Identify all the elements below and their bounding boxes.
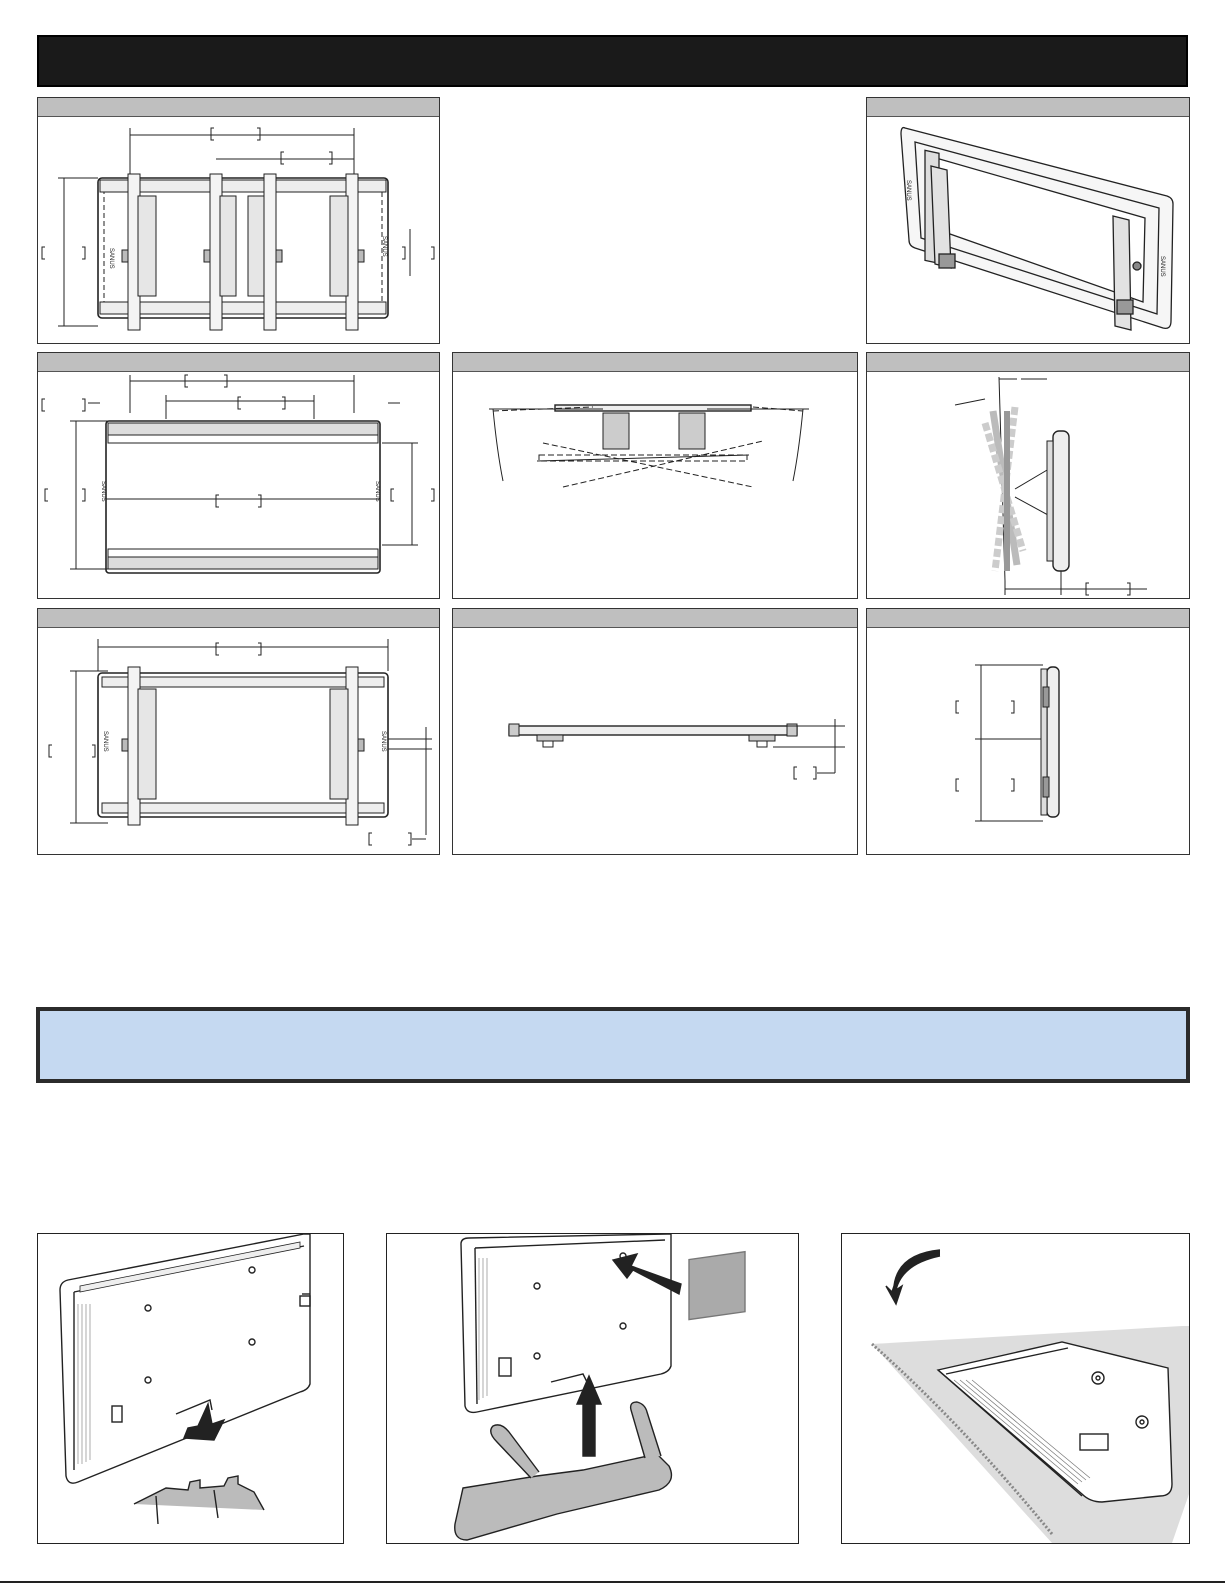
svg-text:SANUS: SANUS <box>374 481 380 502</box>
panel-header <box>38 98 439 117</box>
front-view-max-drawing <box>38 116 439 343</box>
isometric-view-drawing <box>867 116 1189 343</box>
remove-stand-illustration <box>38 1234 343 1543</box>
svg-text:SANUS: SANUS <box>905 180 911 201</box>
step-box-remove-stand <box>37 1233 344 1544</box>
svg-text:SANUS: SANUS <box>380 731 386 752</box>
svg-text:SANUS: SANUS <box>108 248 114 269</box>
panel-header <box>867 353 1189 372</box>
step-box-place-on-surface <box>841 1233 1190 1544</box>
place-on-surface-illustration <box>842 1234 1189 1543</box>
top-swivel-view-drawing <box>453 371 857 598</box>
panel-wall-plate-view <box>37 352 440 599</box>
panel-side-tilt-view <box>866 352 1190 599</box>
panel-header <box>38 353 439 372</box>
svg-text:SANUS: SANUS <box>381 236 387 257</box>
panel-header <box>867 98 1189 117</box>
panel-top-view-collapsed <box>452 608 858 855</box>
wall-plate-view-drawing <box>38 371 439 598</box>
remove-cover-illustration <box>387 1234 798 1543</box>
side-view-collapsed-drawing <box>867 627 1189 854</box>
front-view-min-drawing <box>38 627 439 854</box>
callout-bar <box>36 1007 1190 1083</box>
panel-header <box>453 609 857 628</box>
svg-text:SANUS: SANUS <box>1159 256 1165 277</box>
panel-header <box>38 609 439 628</box>
side-tilt-view-drawing <box>867 371 1189 598</box>
panel-front-view-min <box>37 608 440 855</box>
page-title-bar <box>37 35 1188 87</box>
panel-top-swivel-view <box>452 352 858 599</box>
panel-front-view-max <box>37 97 440 344</box>
panel-side-view-collapsed <box>866 608 1190 855</box>
step-box-remove-cover <box>386 1233 799 1544</box>
top-view-collapsed-drawing <box>453 627 857 854</box>
panel-header <box>453 353 857 372</box>
svg-text:SANUS: SANUS <box>102 731 108 752</box>
svg-text:SANUS: SANUS <box>100 481 106 502</box>
bottom-rule <box>0 1581 1225 1583</box>
panel-header <box>867 609 1189 628</box>
panel-isometric-view <box>866 97 1190 344</box>
